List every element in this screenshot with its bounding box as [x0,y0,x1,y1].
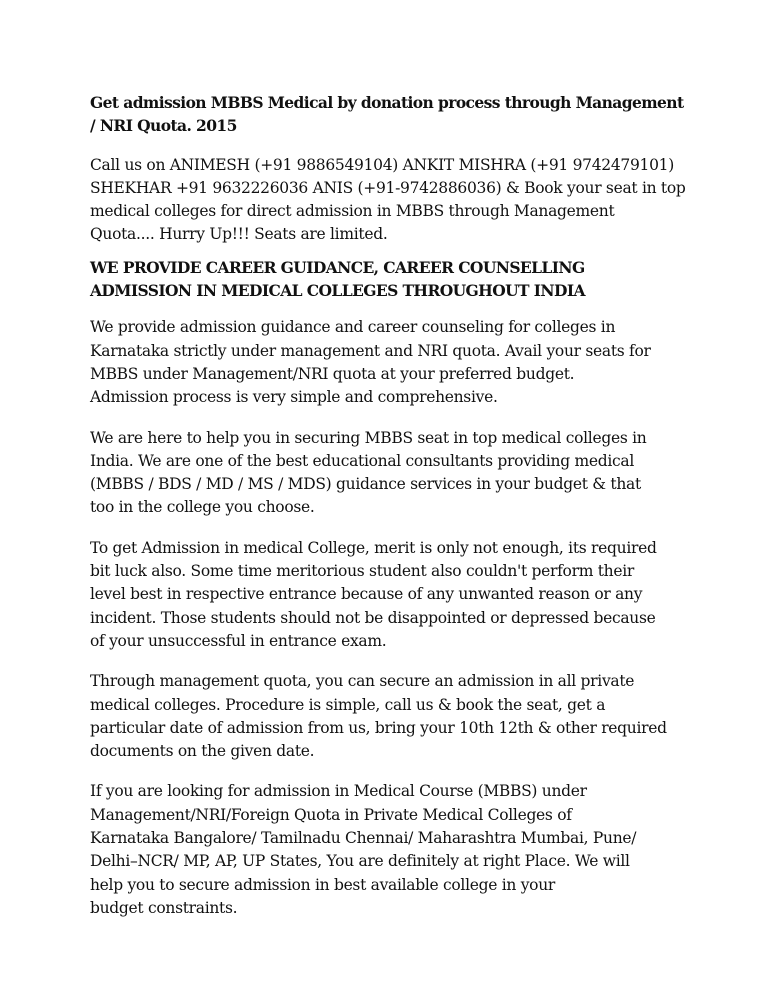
paragraph-line: particular date of admission from us, bring your 10th 12th & other required [90,718,667,737]
paragraph-management-quota [90,670,690,763]
contact-line: Call us on ANIMESH (+91 9886549104) ANKIT MISHRA (+91 9742479101) [90,155,674,174]
paragraph-merit [90,537,690,653]
paragraph-line: medical colleges. Procedure is simple, call us & book the seat, get a [90,695,606,714]
paragraph-line: budget constraints. [90,898,238,917]
paragraph-line: documents on the given date. [90,742,315,761]
paragraph-line: Delhi–NCR/ MP, AP, UP States, You are definitely at right Place. We will [90,852,630,871]
paragraph-line: We provide admission guidance and career counseling for colleges in [90,318,616,337]
paragraph-line: Through management quota, you can secure an admission in all private [90,672,635,691]
title-line: / NRI Quota. 2015 [90,116,237,136]
heading-line: WE PROVIDE CAREER GUIDANCE, CAREER COUNSELLING [90,257,585,277]
paragraph-line: Karnataka strictly under management and NRI quota. Avail your seats for [90,341,651,360]
section-heading [90,256,690,303]
paragraph-help [90,427,690,520]
paragraph-line: (MBBS / BDS / MD / MS / MDS) guidance services in your budget & that [90,475,641,494]
document-title [90,91,690,138]
paragraph-guidance [90,316,690,409]
contact-paragraph [90,154,690,247]
paragraph-line: too in the college you choose. [90,498,315,517]
paragraph-line: help you to secure admission in best available college in your [90,875,555,894]
paragraph-line: of your unsuccessful in entrance exam. [90,631,387,650]
paragraph-line: We are here to help you in securing MBBS seat in top medical colleges in [90,428,647,447]
paragraph-line: If you are looking for admission in Medical Course (MBBS) under [90,782,587,801]
paragraph-line: MBBS under Management/NRI quota at your preferred budget. [90,364,575,383]
paragraph-line: bit luck also. Some time meritorious student also couldn't perform their [90,562,634,581]
contact-line: SHEKHAR +91 9632226036 ANIS (+91-9742886036) & Book your seat in top [90,178,686,197]
heading-line: ADMISSION IN MEDICAL COLLEGES THROUGHOUT INDIA [90,281,585,301]
contact-line: medical colleges for direct admission in MBBS through Management [90,202,615,221]
paragraph-line: Karnataka Bangalore/ Tamilnadu Chennai/ Maharashtra Mumbai, Pune/ [90,829,637,848]
title-line: Get admission MBBS Medical by donation process through Management [90,93,684,112]
paragraph-line: To get Admission in medical College, merit is only not enough, its required [90,538,657,557]
paragraph-line: Management/NRI/Foreign Quota in Private Medical Colleges of [90,805,572,824]
document-body [90,91,690,920]
contact-line: Quota.... Hurry Up!!! Seats are limited. [90,225,388,244]
paragraph-line: Admission process is very simple and comprehensive. [90,388,498,407]
paragraph-line: level best in respective entrance because of any unwanted reason or any [90,585,643,604]
paragraph-line: India. We are one of the best educational consultants providing medical [90,451,635,470]
paragraph-locations [90,780,690,920]
paragraph-line: incident. Those students should not be disappointed or depressed because [90,608,656,627]
